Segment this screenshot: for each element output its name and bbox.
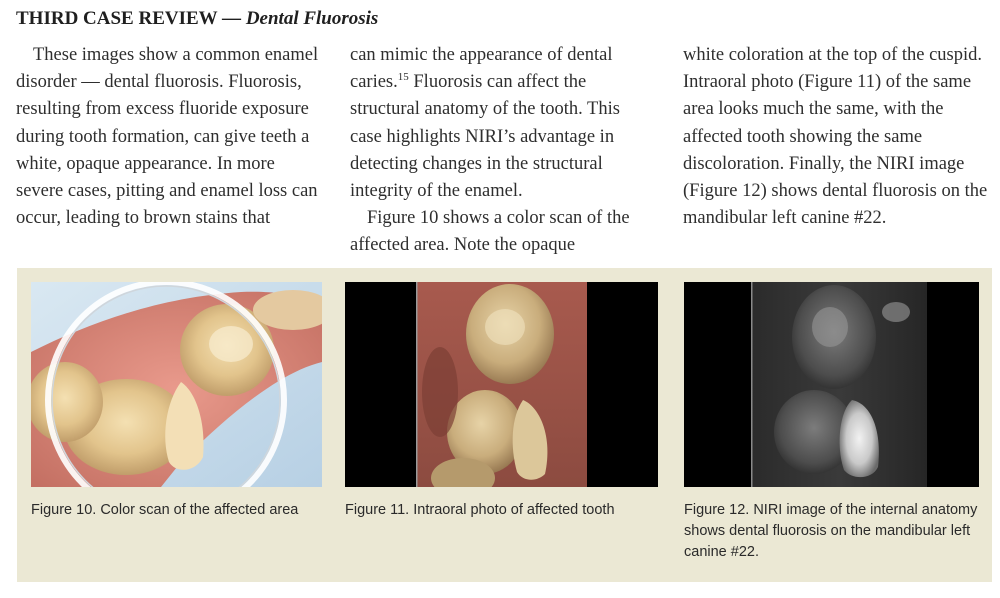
reference-superscript: 15 <box>397 71 409 84</box>
paragraph-figure-10: Figure 10 shows a color scan of the affected area. Note the opaque <box>350 208 630 256</box>
figure-10-caption <box>31 500 331 521</box>
figure-11-caption <box>345 500 645 521</box>
figure-11-caption-text: Intraoral photo of affected tooth <box>409 502 615 518</box>
paragraph-text: can mimic the appearance of dental caries. <box>350 45 613 93</box>
figure-12-niri-image <box>684 282 979 487</box>
color-scan-illustration <box>31 282 322 487</box>
text-column-2 <box>350 42 655 260</box>
figure-10-color-scan-image <box>31 282 322 487</box>
figure-11-intraoral-photo-image <box>345 282 658 487</box>
text-column-1 <box>16 42 321 232</box>
heading-title: THIRD CASE REVIEW — <box>16 8 242 29</box>
figure-12-label: Figure 12. <box>684 502 750 518</box>
figure-11-label: Figure 11. <box>345 502 410 518</box>
article-heading <box>16 8 378 30</box>
figure-10-caption-text: Color scan of the affected area <box>96 502 299 518</box>
intraoral-photo-illustration <box>345 282 658 487</box>
figure-10-label: Figure 10. <box>31 502 97 518</box>
niri-illustration <box>684 282 979 487</box>
figure-12-caption <box>684 500 984 563</box>
figure-12-caption-text: NIRI image of the internal anatomy shows dental fluorosis on the mandibular left canine #22. <box>684 502 978 560</box>
paragraph-continued <box>350 42 655 205</box>
paragraph-intro: These images show a common enamel disorder — dental fluorosis. Fluorosis, resulting from excess fluoride exposure during tooth formation, can give teeth a white, opaque appearance. In more severe cases, pitting and enamel loss can occur, leading to brown stains that <box>16 45 319 229</box>
paragraph-conclusion: white coloration at the top of the cuspid. Intraoral photo (Figure 11) of the same area looks much the same, with the affected tooth showing the same discoloration. Finally, the NIRI image (Figure 12) shows dental fluorosis on the mandibular left canine #22. <box>683 45 988 229</box>
heading-subtitle: Dental Fluorosis <box>245 8 379 29</box>
text-column-3 <box>683 42 988 232</box>
paragraph-text: Fluorosis can affect the structural anatomy of the tooth. This case highlights NIRI’s advantage in detecting changes in the structural integrity of the enamel. <box>350 72 620 202</box>
